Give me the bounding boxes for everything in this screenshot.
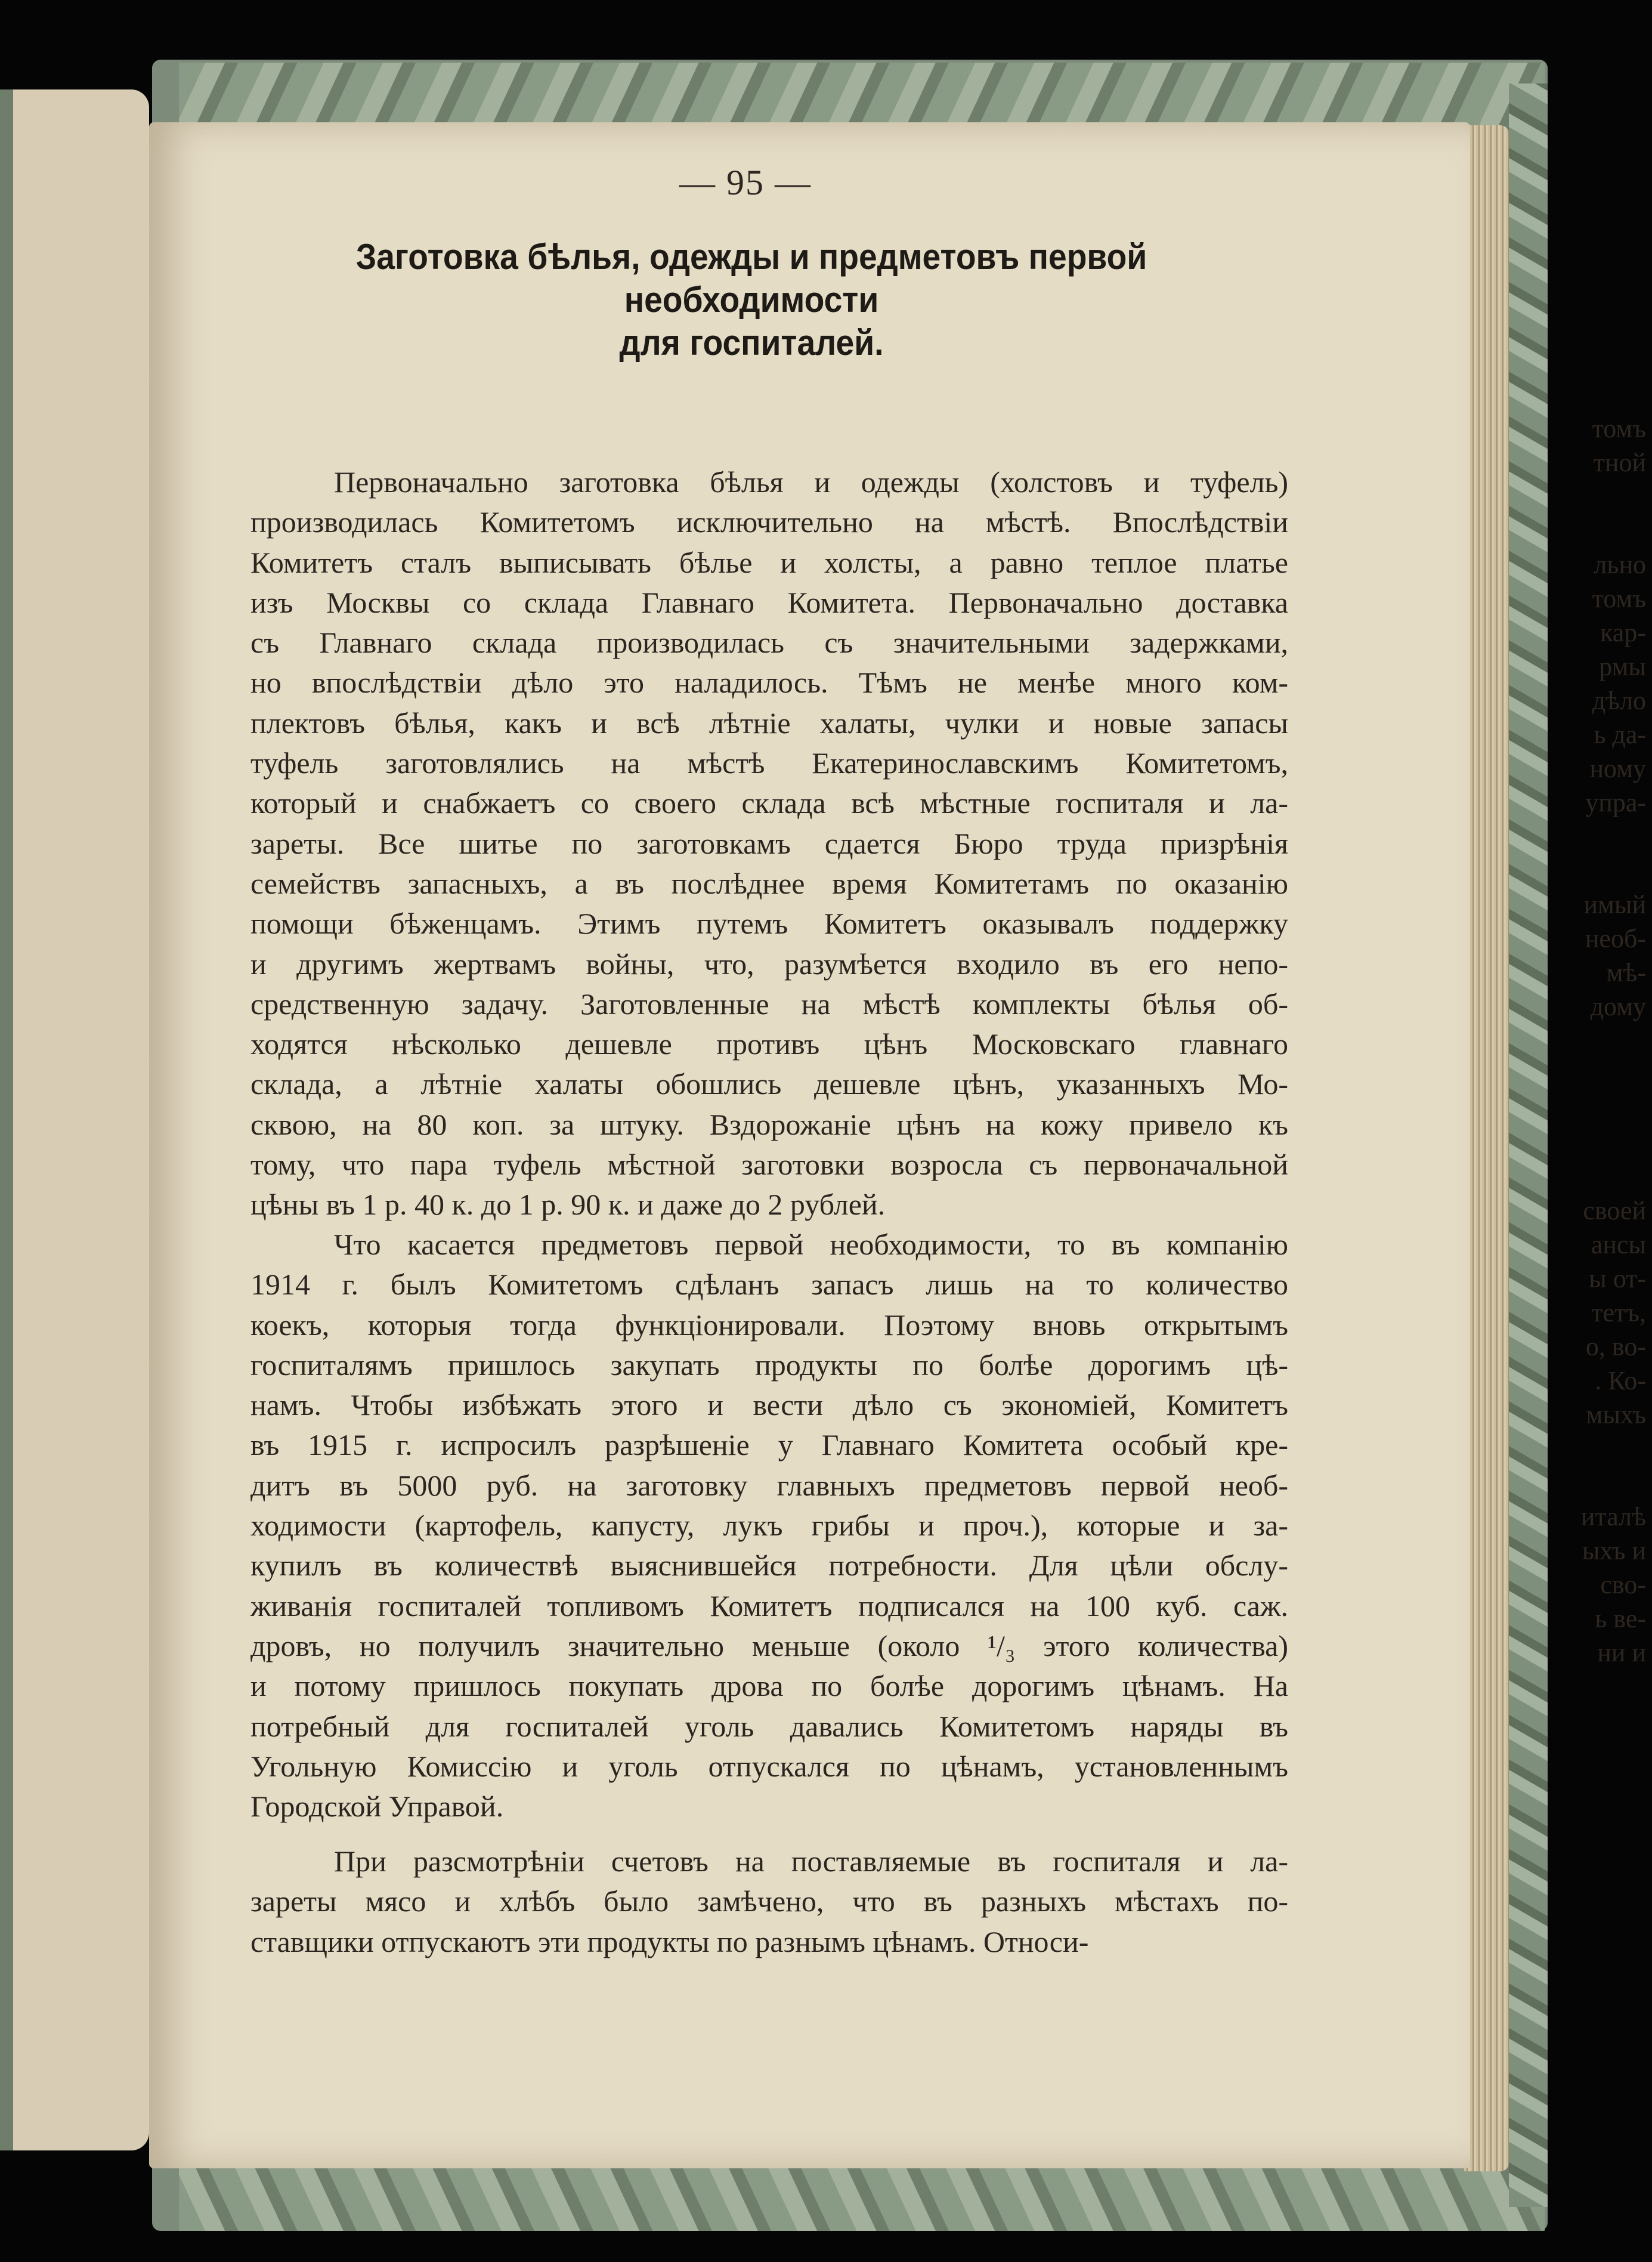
text-line: и другимъ жертвамъ войны, что, разумѣется входило въ его непо- [250,947,1288,981]
previous-page-fragment: мыхъ [1586,1400,1646,1429]
previous-page-fragment: льно [1594,550,1646,579]
previous-page-fragment: сво- [1600,1570,1646,1599]
text-line: который и снабжаетъ со своего склада всѣ мѣстные госпиталя и ла- [250,786,1288,820]
text-line: въ 1915 г. испросилъ разрѣшеніе у Главнаго Комитета особый кре- [250,1428,1288,1462]
text-line: зареты мясо и хлѣбъ было замѣчено, что въ разныхъ мѣстахъ по- [250,1884,1288,1918]
previous-page-fragment: ыхъ и [1582,1536,1646,1565]
text-line: помощи бѣженцамъ. Этимъ путемъ Комитетъ оказывалъ поддержку [250,907,1288,941]
text-line: сквою, на 80 коп. за штуку. Вздорожаніе цѣнъ на кожу привело къ [250,1107,1288,1141]
text-line: семействъ запасныхъ, а въ послѣднее время Комитетамъ по оказанію [250,866,1288,900]
text-line: но впослѣдствіи дѣло это наладилось. Тѣмъ не менѣе много ком- [250,666,1288,700]
previous-page-fragment: ы от- [1589,1264,1646,1293]
previous-page-fragment: необ- [1585,924,1646,953]
text-line: коекъ, которыя тогда функціонировали. Поэтому вновь открытымъ [250,1308,1288,1342]
text-line: производилась Комитетомъ исключительно на мѣстѣ. Впослѣдствіи [250,505,1288,539]
text-line: купилъ въ количествѣ выяснившейся потребности. Для цѣли обслу- [250,1549,1288,1583]
text-line: При разсмотрѣніи счетовъ на поставляемые въ госпиталя и ла- [334,1844,1288,1878]
previous-page-fragment: ансы [1591,1230,1646,1259]
previous-page-fragment: ному [1589,754,1646,783]
previous-page-fragment: упра- [1585,788,1646,817]
previous-page-fragment: дому [1590,992,1646,1021]
text-line: плектовъ бѣлья, какъ и всѣ лѣтніе халаты, чулки и новые запасы [250,706,1288,740]
paragraph-1 [250,462,1288,1225]
previous-page-fragment: тетъ, [1591,1298,1646,1327]
previous-page-fragment: мѣ- [1606,958,1646,987]
text-line: ставщики отпускаютъ эти продукты по разнымъ цѣнамъ. Относи- [250,1924,1089,1958]
text-line: тому, что пара туфель мѣстной заготовки возросла съ первоначальной [250,1148,1288,1182]
page-number: — 95 — [679,163,812,202]
text-line: ходимости (картофель, капусту, лукъ грибы и проч.), которые и за- [250,1509,1288,1543]
text-line: дитъ въ 5000 руб. на заготовку главныхъ предметовъ первой необ- [250,1468,1288,1502]
text-line: 1914 г. былъ Комитетомъ сдѣланъ запасъ лишь на то количество [250,1268,1288,1302]
text-line: ходятся нѣсколько дешевле противъ цѣнъ Московскаго главнаго [250,1027,1288,1061]
text-line: склада, а лѣтніе халаты обошлись дешевле цѣнъ, указанныхъ Мо- [250,1067,1288,1101]
text-line: изъ Москвы со склада Главнаго Комитета. Первоначально доставка [250,585,1288,619]
text-line: Угольную Комиссію и уголь отпускался по цѣнамъ, установленнымъ [250,1749,1288,1783]
text-line: дровъ, но получилъ значительно меньше (около ¹/₃ этого количества) [250,1628,1288,1662]
previous-page-fragment: италѣ [1580,1502,1646,1531]
previous-page-fragment: тной [1593,448,1646,477]
previous-page-fragment: рмы [1599,652,1646,681]
text-line: средственную задачу. Заготовленные на мѣстѣ комплекты бѣлья об- [250,987,1288,1021]
page-block-edges [1464,125,1509,2171]
section-heading [230,236,1273,364]
text-line: цѣны въ 1 р. 40 к. до 1 р. 90 к. и даже до 2 рублей. [250,1188,886,1222]
previous-page-fragment: имый [1583,890,1646,919]
text-line: зареты. Все шитье по заготовкамъ сдается Бюро труда призрѣнія [250,826,1288,860]
text-line: госпиталямъ пришлось закупать продукты по болѣе дорогимъ цѣ- [250,1348,1288,1382]
previous-page-fragment: дѣло [1592,686,1646,715]
previous-page-fragment: томъ [1592,584,1646,613]
previous-page-fragment: ни и [1597,1638,1646,1667]
text-line: Первоначально заготовка бѣлья и одежды (холстовъ и туфель) [334,465,1288,499]
paragraph-2 [250,1225,1288,1827]
previous-page-fragment: ь ве- [1595,1604,1646,1633]
text-line: потребный для госпиталей уголь давались Комитетомъ наряды въ [250,1709,1288,1743]
text-line: намъ. Чтобы избѣжать этого и вести дѣло съ экономіей, Комитетъ [250,1388,1288,1422]
text-line: Комитетъ сталъ выписывать бѣлье и холсты, а равно теплое платье [250,545,1288,579]
text-line: и потому пришлось покупать дрова по болѣе дорогимъ цѣнамъ. На [250,1669,1288,1703]
previous-page-fragment: своей [1583,1196,1646,1225]
section-heading-line-2: для госпиталей. [619,323,884,363]
section-heading-line-1: Заготовка бѣлья, одежды и предметовъ первой необходимости [355,237,1147,320]
paragraph-3 [250,1841,1288,1962]
cover-marbled-right [1509,84,1548,2207]
previous-page-fragment: ь да- [1594,720,1646,749]
previous-page-fragment: о, во- [1585,1332,1646,1361]
text-line: Городской Управой. [250,1790,504,1824]
previous-page-fragment: томъ [1592,414,1646,443]
text-line: съ Главнаго склада производилась съ значительными задержками, [250,626,1288,660]
text-line: туфель заготовлялись на мѣстѣ Екатеринославскимъ Комитетомъ, [250,746,1288,780]
text-line: живанія госпиталей топливомъ Комитетъ подписался на 100 куб. саж. [250,1589,1288,1623]
left-cover-edge [0,89,13,2150]
previous-page-fragment: . Ко- [1595,1366,1646,1395]
previous-page [0,89,149,2150]
previous-page-fragment: кар- [1600,618,1646,647]
text-line: Что касается предметовъ первой необходимости, то въ компанію [334,1228,1288,1261]
